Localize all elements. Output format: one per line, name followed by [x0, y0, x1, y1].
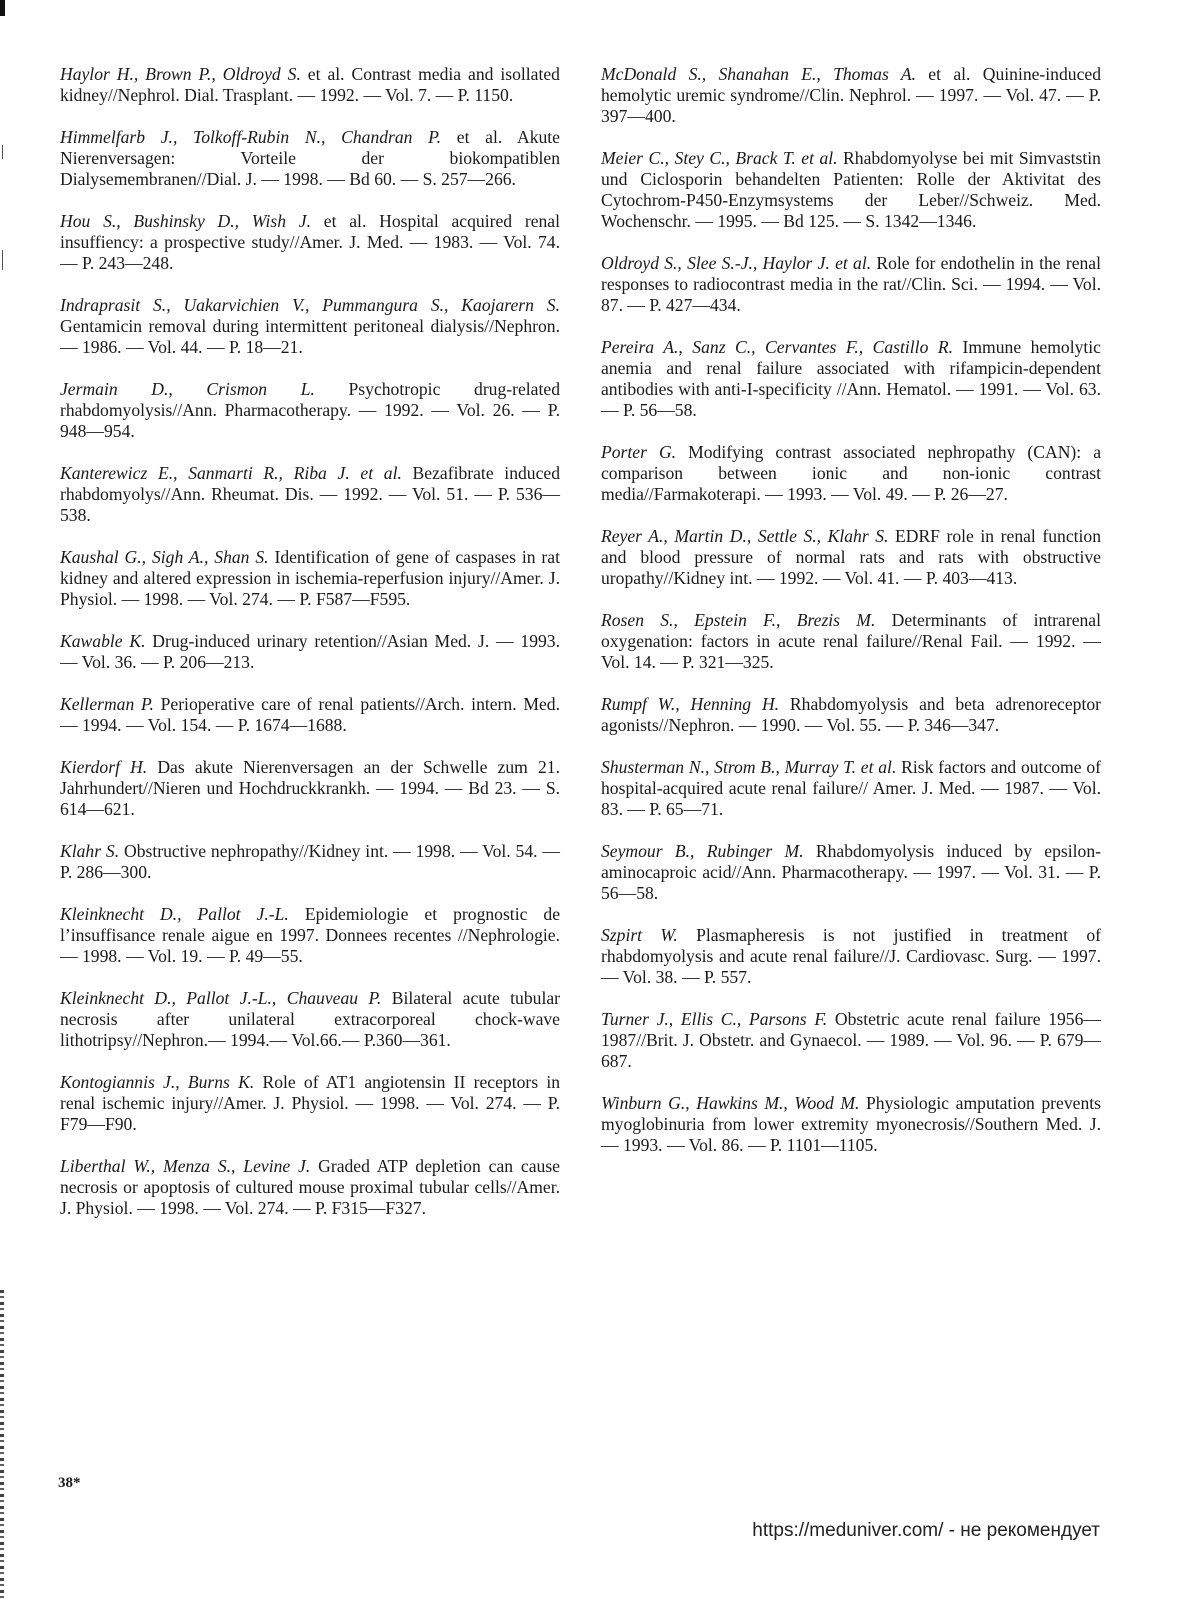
reference-authors: Shusterman N., Strom B., Murray T. et al.: [601, 757, 897, 777]
reference-text: Drug-induced urinary retention//Asian Med. J. — 1993. — Vol. 36. — P. 206—213.: [60, 631, 561, 672]
scan-edge-mark: [0, 0, 5, 16]
reference-authors: Kleinknecht D., Pallot J.-L., Chauveau P.: [60, 988, 382, 1008]
reference-entry: [60, 547, 560, 610]
reference-authors: Turner J., Ellis C., Parsons F.: [601, 1009, 828, 1029]
reference-entry: [601, 1009, 1101, 1072]
reference-authors: Reyer A., Martin D., Settle S., Klahr S.: [601, 526, 889, 546]
reference-authors: Kellerman P.: [60, 694, 154, 714]
reference-text: Gentamicin removal during intermittent peritoneal dialysis//Nephron. — 1986. — Vol. 44. — P. 18—21.: [60, 316, 560, 357]
reference-authors: Pereira A., Sanz C., Cervantes F., Castillo R.: [601, 337, 954, 357]
reference-text: Rhabdomyolysis induced by epsilon-aminocaproic acid//Ann. Pharmacotherapy. — 1997. — Vol. 31. — P. 56—58.: [601, 841, 1101, 903]
reference-text: Rhabdomyolyse bei mit Simvaststin und Ciclosporin behandelten Patienten: Rolle der Aktivitat des Cytochrom-P450-Enzymsystems der Leber//Schweiz. Med. Wochenschr. — 1995. — Bd 125. — S. 1342—1346.: [601, 148, 1101, 231]
scan-tick: [2, 250, 3, 270]
reference-entry: [60, 904, 560, 967]
reference-authors: Kleinknecht D., Pallot J.-L.: [60, 904, 289, 924]
reference-entry: [601, 1093, 1101, 1156]
reference-text: Determinants of intrarenal oxygenation: factors in acute renal failure//Renal Fail. — 1992. — Vol. 14. — P. 321—325.: [601, 610, 1101, 672]
page-number: 38*: [58, 1475, 81, 1491]
reference-authors: Kontogiannis J., Burns K.: [60, 1072, 255, 1092]
scan-tick: [2, 145, 3, 159]
reference-entry: [60, 295, 560, 358]
scan-edge-noise: [0, 1290, 4, 1600]
reference-entry: [60, 1072, 560, 1135]
reference-text: Rhabdomyolysis and beta adrenoreceptor agonists//Nephron. — 1990. — Vol. 55. — P. 346—347.: [601, 694, 1101, 735]
reference-authors: Oldroyd S., Slee S.-J., Haylor J. et al.: [601, 253, 872, 273]
watermark-link[interactable]: https://meduniver.com/ - не рекомендует: [752, 1520, 1100, 1541]
reference-text: Psychotropic drug-related rhabdomyolysis//Ann. Pharmacotherapy. — 1992. — Vol. 26. — P. 948—954.: [60, 379, 560, 441]
reference-authors: Haylor H., Brown P., Oldroyd S.: [60, 64, 301, 84]
reference-authors: Kierdorf H.: [60, 757, 148, 777]
reference-text: Immune hemolytic anemia and renal failure associated with rifampicin-dependent antibodies with anti-I-specificity //Ann. Hematol. — 1991. — Vol. 63. — P. 56—58.: [601, 337, 1101, 420]
reference-text: Epidemiologie et prognostic de l’insuffisance renale aigue en 1997. Donnees recentes //Nephrologie. — 1998. — Vol. 19. — P. 49—55.: [60, 904, 560, 966]
reference-authors: Klahr S.: [60, 841, 120, 861]
reference-entry: [60, 463, 560, 526]
reference-entry: [60, 757, 560, 820]
reference-entry: [601, 148, 1101, 232]
reference-authors: Kanterewicz E., Sanmarti R., Riba J. et al.: [60, 463, 402, 483]
reference-text: et al. Quinine-induced hemolytic uremic syndrome//Clin. Nephrol. — 1997. — Vol. 47. — P. 397—400.: [601, 64, 1101, 126]
reference-text: Perioperative care of renal patients//Arch. intern. Med. — 1994. — Vol. 154. — P. 1674—1688.: [60, 694, 560, 735]
reference-authors: Szpirt W.: [601, 925, 678, 945]
reference-entry: [601, 694, 1101, 736]
reference-entry: [60, 1156, 560, 1219]
reference-entry: [601, 841, 1101, 904]
reference-text: Identification of gene of caspases in rat kidney and altered expression in ischemia-reperfusion injury//Amer. J. Physiol. — 1998. — Vol. 274. — P. F587—F595.: [60, 547, 560, 609]
reference-authors: Rosen S., Epstein F., Brezis M.: [601, 610, 876, 630]
references-right-column: [601, 64, 1101, 1177]
reference-authors: Himmelfarb J., Tolkoff-Rubin N., Chandran P.: [60, 127, 442, 147]
reference-text: Graded ATP depletion can cause necrosis or apoptosis of cultured mouse proximal tubular cells//Amer. J. Physiol. — 1998. — Vol. 274. — P. F315—F327.: [60, 1156, 560, 1218]
reference-text: et al. Hospital acquired renal insuffiency: a prospective study//Amer. J. Med. — 1983. — Vol. 74. — P. 243—248.: [60, 211, 560, 273]
reference-entry: [601, 610, 1101, 673]
reference-text: Obstetric acute renal failure 1956—1987//Brit. J. Obstetr. and Gynaecol. — 1989. — Vol. 96. — P. 679—687.: [601, 1009, 1101, 1071]
reference-text: Role for endothelin in the renal responses to radiocontrast media in the rat//Clin. Sci. — 1994. — Vol. 87. — P. 427—434.: [601, 253, 1101, 315]
reference-entry: [60, 211, 560, 274]
reference-entry: [60, 127, 560, 190]
reference-authors: Hou S., Bushinsky D., Wish J.: [60, 211, 312, 231]
reference-authors: Indraprasit S., Uakarvichien V., Pummangura S., Kaojarern S.: [60, 295, 560, 315]
reference-entry: [60, 988, 560, 1051]
reference-authors: Kaushal G., Sigh A., Shan S.: [60, 547, 269, 567]
reference-entry: [601, 253, 1101, 316]
reference-text: Bezafibrate induced rhabdomyolys//Ann. Rheumat. Dis. — 1992. — Vol. 51. — P. 536—538.: [60, 463, 560, 525]
reference-entry: [601, 526, 1101, 589]
reference-entry: [601, 337, 1101, 421]
reference-text: Physiologic amputation prevents myoglobinuria from lower extremity myonecrosis//Southern Med. J. — 1993. — Vol. 86. — P. 1101—1105.: [601, 1093, 1101, 1155]
reference-authors: Porter G.: [601, 442, 677, 462]
reference-text: Plasmapheresis is not justified in treatment of rhabdomyolysis and acute renal failure//J. Cardiovasc. Surg. — 1997. — Vol. 38. — P. 557.: [601, 925, 1102, 987]
reference-authors: Rumpf W., Henning H.: [601, 694, 780, 714]
reference-text: Bilateral acute tubular necrosis after unilateral extracorporeal chock-wave lithotripsy//Nephron.— 1994.— Vol.66.— P.360—361.: [60, 988, 561, 1050]
reference-entry: [601, 757, 1101, 820]
reference-entry: [601, 925, 1101, 988]
reference-text: et al. Contrast media and isollated kidney//Nephrol. Dial. Trasplant. — 1992. — Vol. 7. — P. 1150.: [60, 64, 560, 105]
reference-authors: Seymour B., Rubinger M.: [601, 841, 804, 861]
reference-text: et al. Akute Nierenversagen: Vorteile der biokompatiblen Dialysemembranen//Dial. J. — 1998. — Bd 60. — S. 257—266.: [60, 127, 560, 189]
reference-authors: Meier C., Stey C., Brack T. et al.: [601, 148, 838, 168]
reference-entry: [60, 64, 560, 106]
reference-entry: [60, 631, 560, 673]
reference-text: Modifying contrast associated nephropathy (CAN): a comparison between ionic and non-ionic contrast media//Farmakoterapi. — 1993. — Vol. 49. — P. 26—27.: [601, 442, 1102, 504]
reference-text: Das akute Nierenversagen an der Schwelle zum 21. Jahrhundert//Nieren und Hochdruckkrankh. — 1994. — Bd 23. — S. 614—621.: [60, 757, 560, 819]
reference-text: Risk factors and outcome of hospital-acquired acute renal failure// Amer. J. Med. — 1987. — Vol. 83. — P. 65—71.: [601, 757, 1101, 819]
reference-text: Obstructive nephropathy//Kidney int. — 1998. — Vol. 54. — P. 286—300.: [60, 841, 560, 882]
reference-entry: [60, 694, 560, 736]
reference-text: EDRF role in renal function and blood pressure of normal rats and rats with obstructive uropathy//Kidney int. — 1992. — Vol. 41. — P. 403—413.: [601, 526, 1102, 588]
reference-entry: [601, 442, 1101, 505]
reference-entry: [60, 841, 560, 883]
reference-text: Role of AT1 angiotensin II receptors in renal ischemic injury//Amer. J. Physiol. — 1998. — Vol. 274. — P. F79—F90.: [60, 1072, 560, 1134]
reference-entry: [60, 379, 560, 442]
reference-entry: [601, 64, 1101, 127]
reference-authors: McDonald S., Shanahan E., Thomas A.: [601, 64, 916, 84]
reference-authors: Winburn G., Hawkins M., Wood M.: [601, 1093, 860, 1113]
references-left-column: [60, 64, 560, 1240]
reference-authors: Jermain D., Crismon L.: [60, 379, 315, 399]
reference-authors: Liberthal W., Menza S., Levine J.: [60, 1156, 311, 1176]
reference-authors: Kawable K.: [60, 631, 146, 651]
